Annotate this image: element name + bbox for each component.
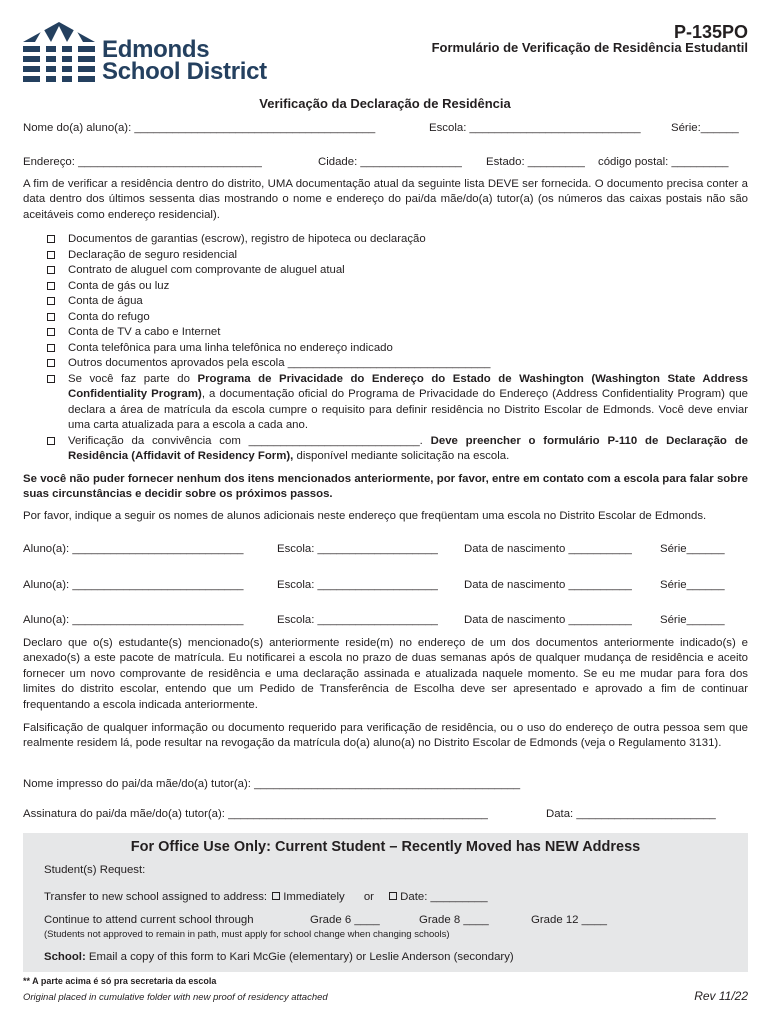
grade-6-field[interactable]: Grade 6 ____ xyxy=(310,914,380,926)
school-field[interactable]: Escola: ___________________ xyxy=(277,614,438,626)
list-item: Conta telefônica para uma linha telefônica no endereço indicado xyxy=(23,341,748,357)
list-item-acp: Se você faz parte do Programa de Privacidade do Endereço do Estado de Washington (Washington State Address Confidentiality Program), a documentação oficial do Programa de Privacidade do Endereço (Address Confidentiality Program) que declara a área de matrícula da escola cumpre o requisito para definir residência no Distrito Escolar de Edmonds. Você deve enviar uma carta atualizada para a escola a cada ano. xyxy=(23,372,748,434)
tree-logo-icon xyxy=(23,22,95,84)
list-item: Declaração de seguro residencial xyxy=(23,248,748,264)
date-checkbox[interactable] xyxy=(389,892,397,900)
list-item: Conta de gás ou luz xyxy=(23,279,748,295)
printed-name-field[interactable]: Nome impresso do pai/da mãe/do(a) tutor(a): __________________________________________ xyxy=(23,778,521,790)
footer-original: Original placed in cumulative folder with new proof of residency attached xyxy=(23,992,328,1003)
signature-date-field[interactable]: Data: ______________________ xyxy=(546,808,716,820)
student-name-field[interactable]: Aluno(a): ___________________________ xyxy=(23,579,244,591)
grade-field[interactable]: Série______ xyxy=(660,543,725,555)
checkbox[interactable] xyxy=(47,359,55,367)
birthdate-field[interactable]: Data de nascimento __________ xyxy=(464,579,632,591)
immediately-checkbox[interactable] xyxy=(272,892,280,900)
request-label: Student(s) Request: xyxy=(44,864,146,876)
student-name-field[interactable]: Nome do(a) aluno(a): ______________________________________ xyxy=(23,122,376,134)
list-item: Conta de água xyxy=(23,294,748,310)
office-title: For Office Use Only: Current Student – Recently Moved has NEW Address xyxy=(130,839,641,855)
footer-note: ** A parte acima é só pra secretaria da escola xyxy=(23,976,217,986)
checkbox[interactable] xyxy=(47,437,55,445)
address-field[interactable]: Endereço: _____________________________ xyxy=(23,156,262,168)
list-item: Outros documentos aprovados pela escola ________________________________ xyxy=(23,356,748,372)
zip-field[interactable]: código postal: _________ xyxy=(598,156,729,168)
grade-field[interactable]: Série______ xyxy=(660,614,725,626)
checkbox[interactable] xyxy=(47,282,55,290)
document-checklist xyxy=(23,232,748,465)
grade-field[interactable]: Série:______ xyxy=(671,122,739,134)
office-use-box xyxy=(23,833,748,972)
list-item-cohabitation: Verificação da convivência com ___________________________. Deve preencher o formulário P-110 de Declaração de Residência (Affidavit of Residency Form), disponível mediante solicitação na escola. xyxy=(23,434,748,465)
birthdate-field[interactable]: Data de nascimento __________ xyxy=(464,614,632,626)
office-note: (Students not approved to remain in path, must apply for school change when changing schools) xyxy=(44,929,450,940)
logo-line-1: Edmonds xyxy=(102,36,210,63)
school-instruction: School: Email a copy of this form to Kari McGie (elementary) or Leslie Anderson (secondary) xyxy=(44,951,514,963)
state-field[interactable]: Estado: _________ xyxy=(486,156,585,168)
list-item: Conta do refugo xyxy=(23,310,748,326)
checkbox[interactable] xyxy=(47,313,55,321)
school-field[interactable]: Escola: ___________________ xyxy=(277,543,438,555)
signature-field[interactable]: Assinatura do pai/da mãe/do(a) tutor(a): _________________________________________ xyxy=(23,808,488,820)
checkbox[interactable] xyxy=(47,344,55,352)
school-field[interactable]: Escola: ___________________ xyxy=(277,579,438,591)
section-title: Verificação da Declaração de Residência xyxy=(259,96,511,111)
form-title: Formulário de Verificação de Residência Estudantil xyxy=(431,40,748,55)
student-name-field[interactable]: Aluno(a): ___________________________ xyxy=(23,614,244,626)
logo-line-2: School District xyxy=(102,58,267,85)
continue-line: Continue to attend current school through xyxy=(44,914,254,926)
city-field[interactable]: Cidade: ________________ xyxy=(318,156,462,168)
grade-field[interactable]: Série______ xyxy=(660,579,725,591)
checkbox[interactable] xyxy=(47,297,55,305)
intro-paragraph: A fim de verificar a residência dentro do distrito, UMA documentação atual da seguinte lista DEVE ser fornecida. O documento precisa conter a data dentro dos últimos sessenta dias mostrando o nome e endereço do pai/da mãe/do(a) tutor(a) (os números das caixas postais não são aceitáveis como endereço residencial). xyxy=(23,178,748,221)
additional-students-intro: Por favor, indique a seguir os nomes de alunos adicionais neste endereço que freqüentam uma escola no Distrito Escolar de Edmonds. xyxy=(23,510,707,522)
no-documents-notice: Se você não puder fornecer nenhum dos itens mencionados anteriormente, por favor, entre em contato com a escola para falar sobre suas circunstâncias e decidir sobre os próximos passos. xyxy=(23,473,748,501)
form-code: P-135PO xyxy=(673,22,748,42)
list-item: Contrato de aluguel com comprovante de aluguel atual xyxy=(23,263,748,279)
checkbox[interactable] xyxy=(47,266,55,274)
grade-8-field[interactable]: Grade 8 ____ xyxy=(419,914,489,926)
list-item: Documentos de garantias (escrow), registro de hipoteca ou declaração xyxy=(23,232,748,248)
district-logo xyxy=(23,22,275,84)
list-item: Conta de TV a cabo e Internet xyxy=(23,325,748,341)
transfer-date-field[interactable]: Date: _________ xyxy=(400,891,488,903)
checkbox[interactable] xyxy=(47,375,55,383)
grade-12-field[interactable]: Grade 12 ____ xyxy=(531,914,607,926)
checkbox[interactable] xyxy=(47,251,55,259)
school-field[interactable]: Escola: ___________________________ xyxy=(429,122,641,134)
checkbox[interactable] xyxy=(47,235,55,243)
revision-label: Rev 11/22 xyxy=(694,989,748,1003)
falsification-paragraph: Falsificação de qualquer informação ou documento requerido para verificação de residência, ou o uso do endereço de outra pessoa sem que realmente residem lá, pode resultar na revogação da matrícula do(a) aluno(a) no Distrito Escolar de Edmonds (veja o Regulamento 3131). xyxy=(23,722,748,750)
birthdate-field[interactable]: Data de nascimento __________ xyxy=(464,543,632,555)
checkbox[interactable] xyxy=(47,328,55,336)
student-name-field[interactable]: Aluno(a): ___________________________ xyxy=(23,543,244,555)
transfer-line: Transfer to new school assigned to address: Immediately or Date: _________ xyxy=(44,891,488,903)
declaration-paragraph: Declaro que o(s) estudante(s) mencionado(s) anteriormente reside(m) no endereço de um dos documentos anteriormente indicado(s) e anexado(s) a este pacote de matrícula. Eu notificarei a escola no prazo de duas semanas após de qualquer mudança de residência e aceito fornecer um novo comprovante de residência e uma declaração assinada e atualizada naquele momento. Se eu me mudar para fora dos limites do distrito escolar, entendo que um Pedido de Transferência de Escolha deve ser apresentado e aprovado a fim de continuar frequentando a escola indicada anteriormente. xyxy=(23,637,748,711)
